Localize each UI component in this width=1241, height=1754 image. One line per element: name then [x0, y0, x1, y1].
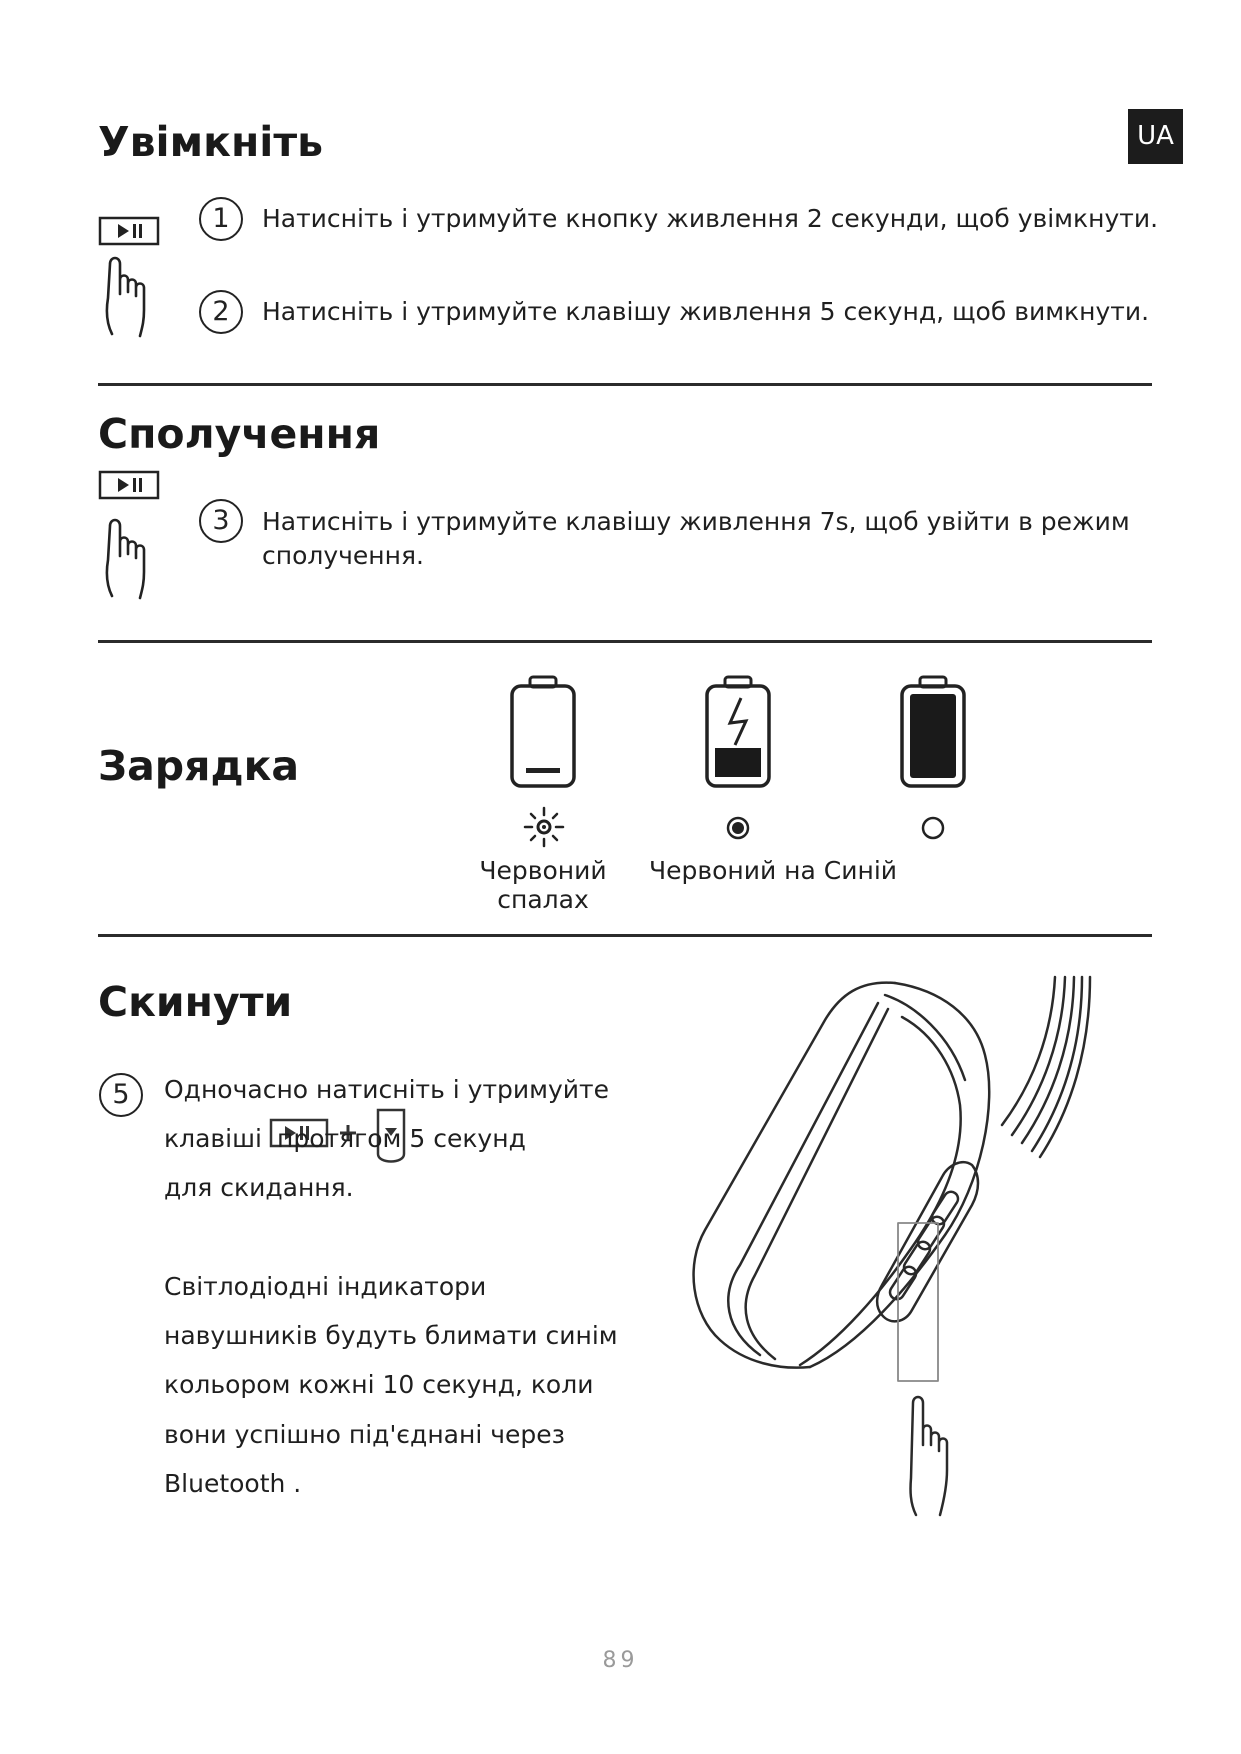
pointing-hand-icon	[107, 520, 144, 598]
step-3-text-line-1: Натисніть і утримуйте клавішу живлення 7s, щоб увійти в режим	[262, 507, 1130, 536]
led-solid-icon	[725, 815, 751, 841]
step-number-5: 5	[99, 1073, 143, 1117]
led-off-icon	[920, 815, 946, 841]
led-note-line-2: навушників будуть блимати синім	[164, 1321, 618, 1350]
led-note-line-1: Світлодіодні індикатори	[164, 1272, 487, 1301]
charging-caption-1-line-2: спалах	[497, 885, 589, 914]
led-flashing-icon	[522, 805, 566, 849]
step-number-2: 2	[199, 290, 243, 334]
reset-text-keys-label: клавіші	[164, 1124, 262, 1153]
reset-text-line-1: Одночасно натисніть і утримуйте	[164, 1075, 609, 1104]
headphone-illustration	[680, 975, 1110, 1520]
battery-full-icon	[896, 673, 970, 793]
step-3-text-line-2: сполучення.	[262, 541, 424, 570]
step-number-1: 1	[199, 197, 243, 241]
reset-text-line-3: для скидання.	[164, 1173, 354, 1202]
play-pause-key-icon	[100, 472, 158, 498]
pointing-hand-icon	[107, 258, 144, 336]
section-divider	[98, 383, 1152, 386]
section-title-charging: Зарядка	[98, 742, 300, 790]
section-title-pairing: Сполучення	[98, 410, 381, 458]
charging-caption-2: Червоний на Синій	[648, 856, 898, 885]
pairing-key-hand-icon	[98, 470, 168, 600]
battery-charging-icon	[701, 673, 775, 793]
led-note-line-5: Bluetooth .	[164, 1469, 302, 1498]
step-number-3: 3	[199, 499, 243, 543]
power-key-hand-icon	[98, 214, 168, 344]
step-1-text: Натисніть і утримуйте кнопку живлення 2 секунди, щоб увімкнути.	[262, 204, 1159, 233]
section-divider	[98, 640, 1152, 643]
page-number: 89	[602, 1648, 639, 1673]
led-note-line-3: кольором кожні 10 секунд, коли	[164, 1370, 594, 1399]
step-2-text: Натисніть і утримуйте клавішу живлення 5 секунд, щоб вимкнути.	[262, 297, 1150, 326]
section-divider	[98, 934, 1152, 937]
charging-caption-1-line-1: Червоний	[479, 856, 607, 885]
play-pause-key-icon	[100, 218, 158, 244]
reset-text-duration: протягом 5 секунд	[277, 1124, 526, 1153]
language-badge: UA	[1128, 109, 1183, 164]
battery-empty-icon	[506, 673, 580, 793]
section-title-power: Увімкніть	[98, 118, 324, 166]
section-title-reset: Скинути	[98, 978, 293, 1026]
led-note-line-4: вони успішно під'єднані через	[164, 1420, 565, 1449]
